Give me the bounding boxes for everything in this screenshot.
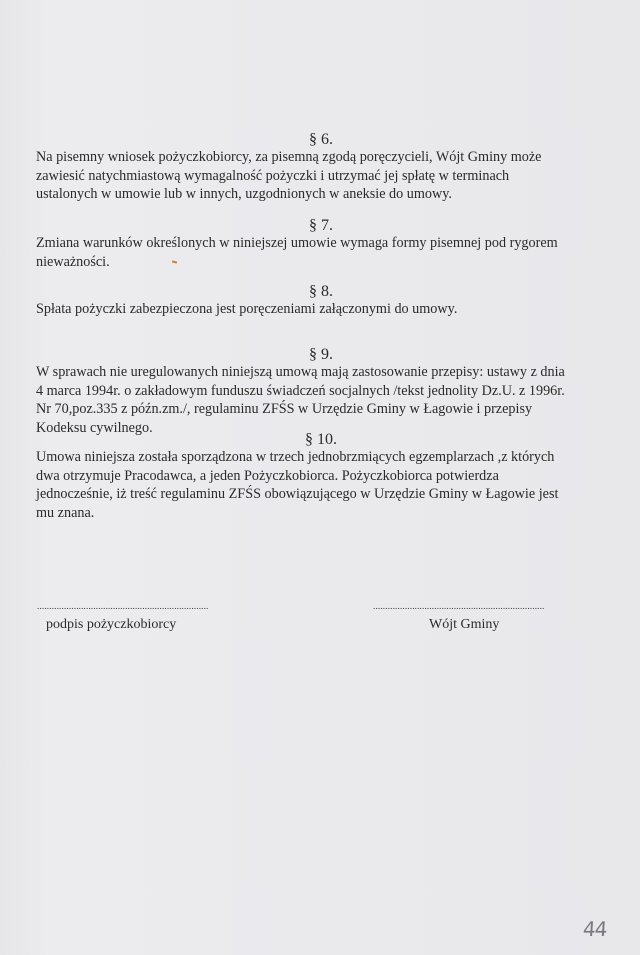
signature-line: ...................................................................... [373,601,545,611]
borrower-signature-block [37,601,209,633]
section-text [36,363,565,437]
text-line: zawiesić natychmiastową wymagalność pożyczki i utrzymać jej spłatę w terminach [36,167,510,184]
text-line: dwa otrzymuje Pracodawca, a jeden Pożyczkobiorca. Pożyczkobiorca potwierdza [36,467,499,484]
text-line: Na pisemny wniosek pożyczkobiorcy, za pisemną zgodą poręczycieli, Wójt Gminy może [36,149,542,165]
handwritten-page-number: 44 [582,917,608,941]
signature-label: podpis pożyczkobiorcy [46,617,177,632]
section-text [36,148,541,204]
section-text [36,234,558,271]
text-line: jednocześnie, iż treść regulaminu ZFŚS obowiązującego w Urzędzie Gminy w Łagowie jest [36,486,559,502]
section-heading: § 7. [309,217,333,234]
signature-label: Wójt Gminy [429,617,500,632]
text-line: Spłata pożyczki zabezpieczona jest poręczeniami załączonymi do umowy. [36,301,458,317]
text-line: 4 marca 1994r. o zakładowym funduszu świadczeń socjalnych /tekst jednolity Dz.U. z 1996r. [36,382,565,399]
section-heading: § 10. [305,431,337,448]
text-line: W sprawach nie uregulowanych niniejszą umową mają zastosowanie przepisy: ustawy z dnia [36,364,565,380]
mayor-signature-block [373,601,545,633]
text-line: Zmiana warunków określonych w niniejszej umowie wymaga formy pisemnej pod rygorem [36,235,558,251]
text-line: Kodeksu cywilnego. [36,419,153,436]
signature-line: ...................................................................... [37,601,209,611]
section-heading: § 8. [309,283,333,300]
text-line: mu znana. [36,504,95,521]
section-text [36,300,457,319]
text-line: ustalonych w umowie lub w innych, uzgodnionych w aneksie do umowy. [36,186,452,202]
text-line: Umowa niniejsza została sporządzona w trzech jednobrzmiących egzemplarzach ,z których [36,449,555,465]
section-text [36,448,558,522]
section-heading: § 6. [309,131,333,148]
text-line: Nr 70,poz.335 z późn.zm./, regulaminu ZFŚS w Urzędzie Gminy w Łagowie i przepisy [36,401,533,417]
section-heading: § 9. [309,346,333,363]
text-line: nieważności. [36,253,110,270]
